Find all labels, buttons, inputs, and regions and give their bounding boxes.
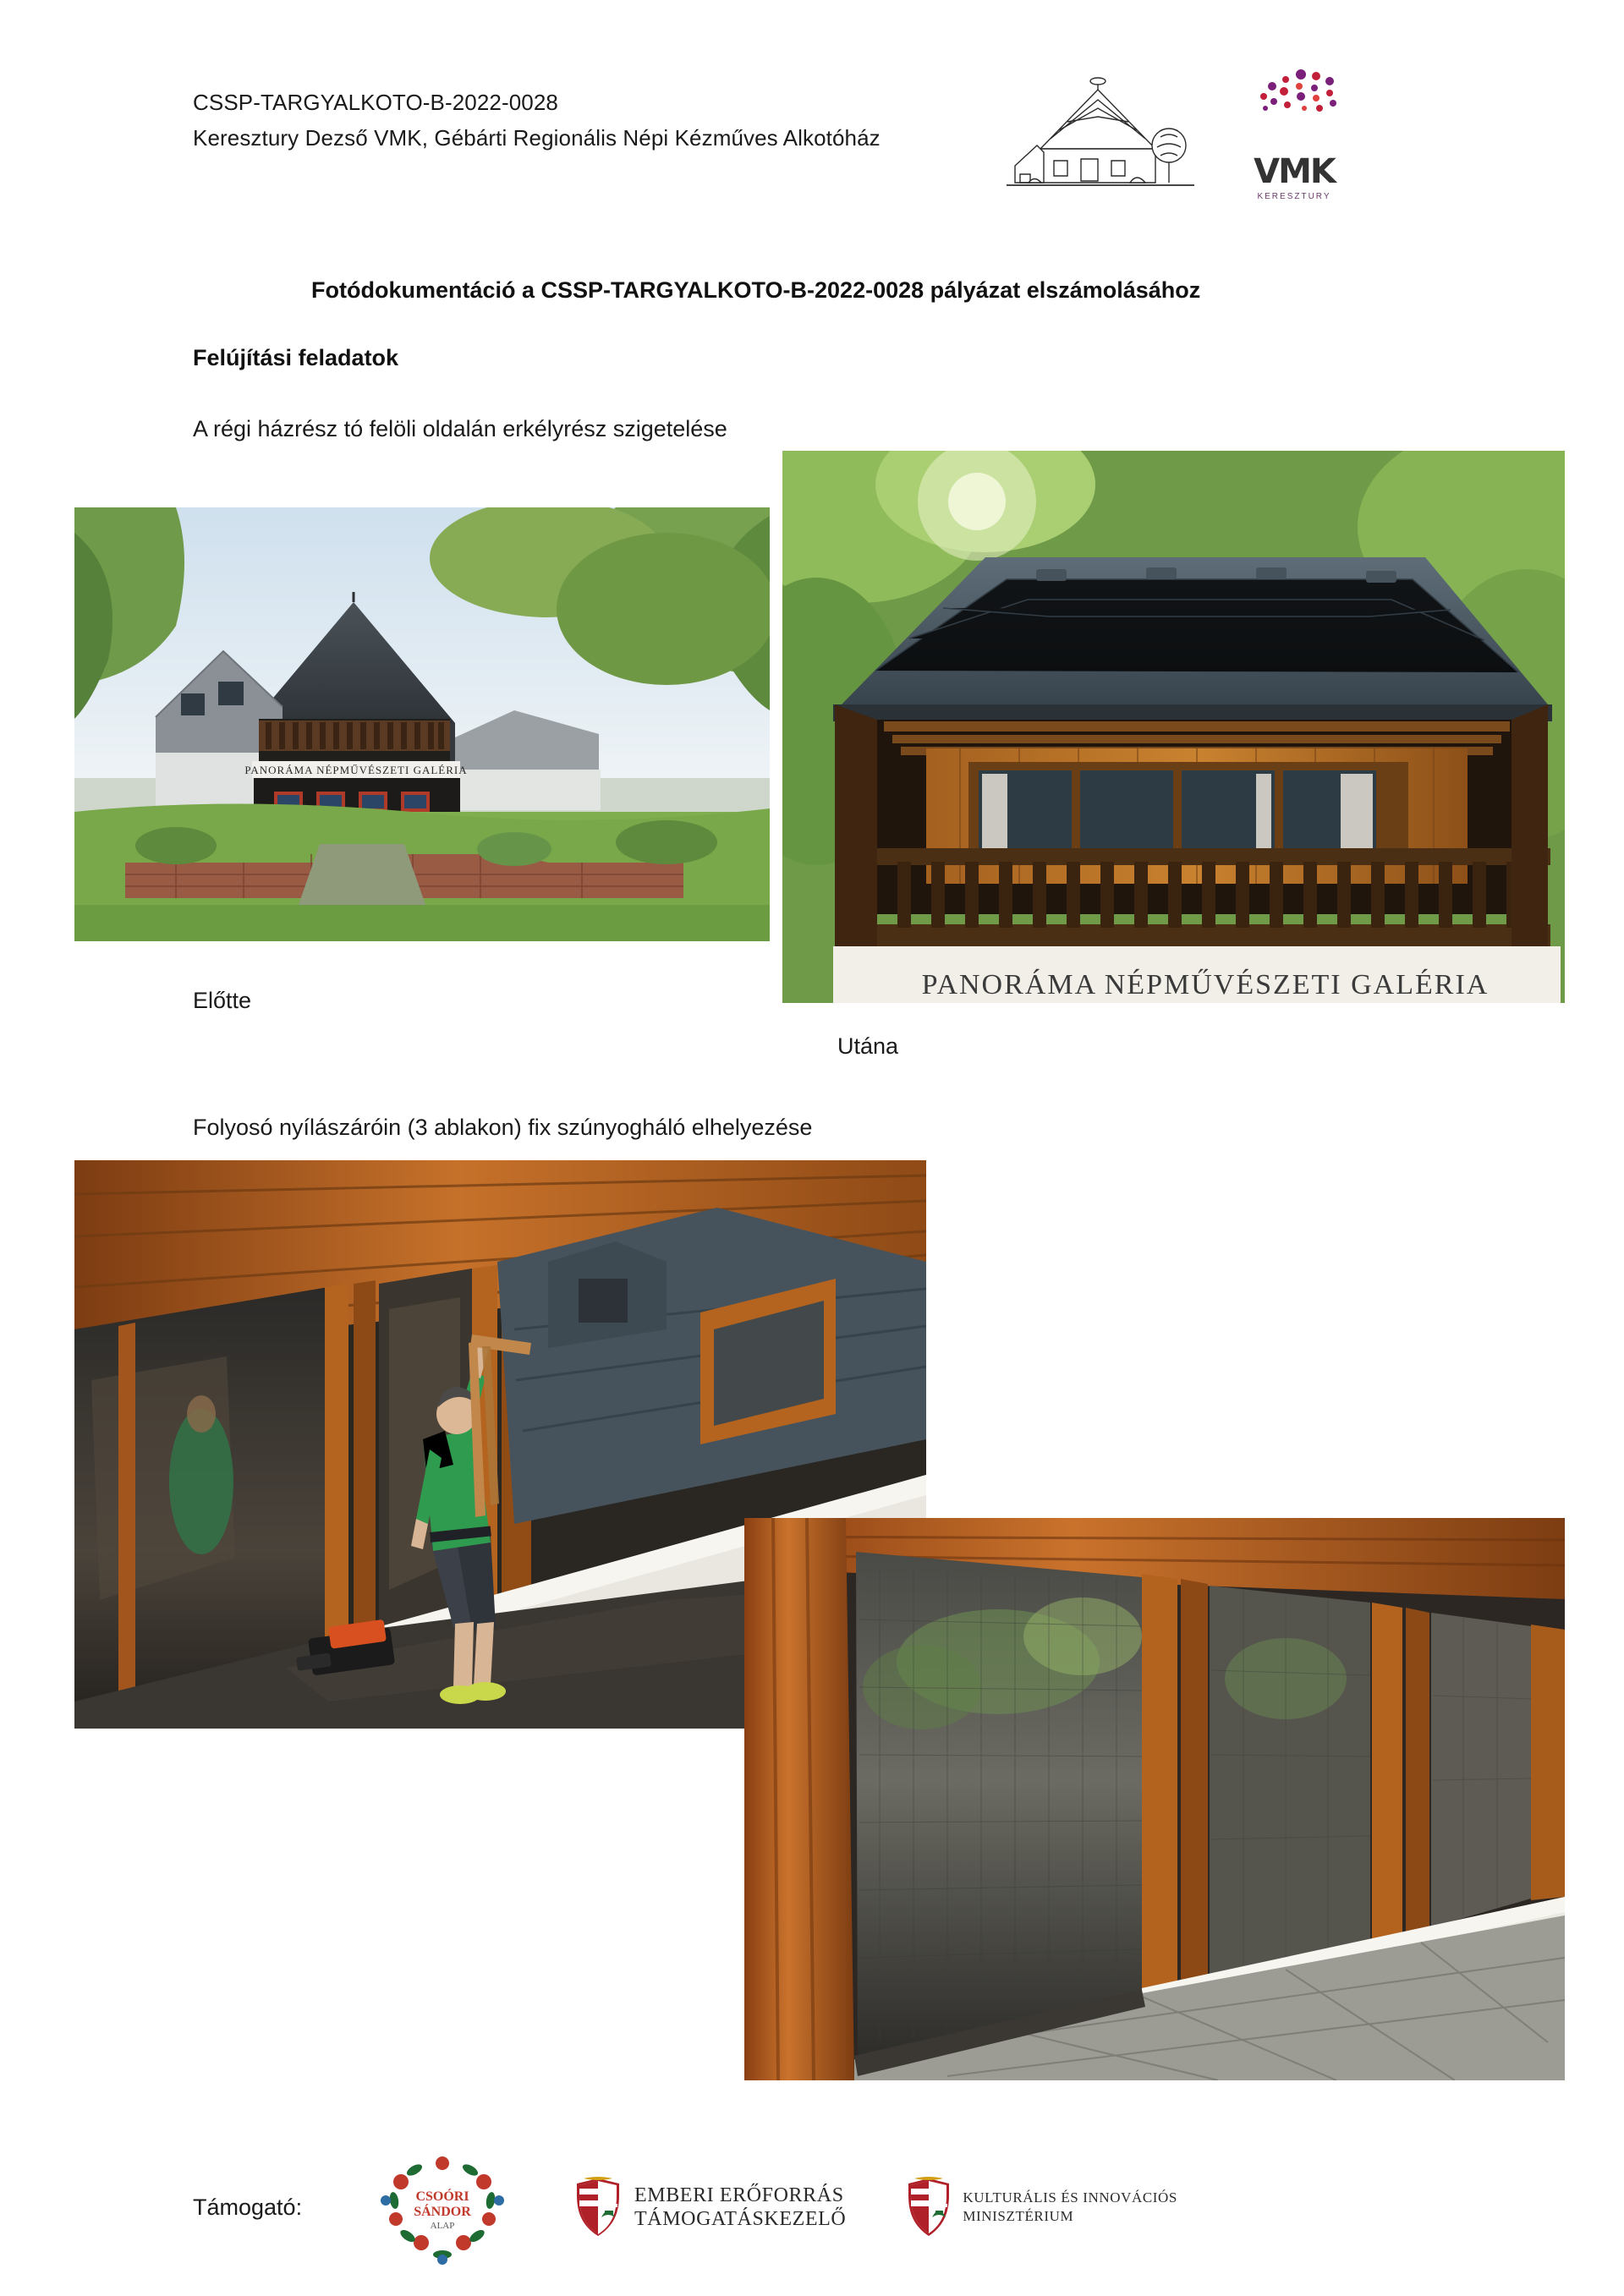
task-2-text: Folyosó nyílászáróin (3 ablakon) fix szúnyogháló elhelyezése — [193, 1115, 813, 1140]
footer-logo-list — [370, 2148, 1177, 2266]
photo-building-exterior-before — [74, 507, 770, 941]
house-sketch-icon — [1003, 68, 1198, 195]
page-title: Fotódokumentáció a CSSP-TARGYALKOTO-B-2022-0028 pályázat elszámolásához — [311, 277, 1201, 303]
footer-supporters — [193, 2148, 1177, 2266]
vmk-sublabel: KERESZTURY — [1257, 192, 1331, 201]
header-logos — [1003, 68, 1353, 203]
section-title: Felújítási feladatok — [193, 345, 399, 370]
document-header — [193, 85, 1445, 203]
hungary-coat-of-arms-icon-2 — [905, 2177, 952, 2238]
kim-text — [963, 2189, 1177, 2226]
task-1-text: A régi házrész tó felöli oldalán erkélyrész szigetelése — [193, 416, 727, 441]
csoori-line1: CSOÓRI — [415, 2189, 469, 2204]
footer-label: Támogató: — [193, 2194, 303, 2220]
emet-line1: EMBERI ERŐFORRÁS — [634, 2184, 844, 2206]
kim-line1: KULTURÁLIS ÉS INNOVÁCIÓS — [963, 2189, 1177, 2206]
caption-after: Utána — [837, 1033, 899, 1059]
csoori-line3: ALAP — [430, 2221, 455, 2231]
header-titles — [193, 85, 881, 156]
csoori-sandor-alap-logo — [370, 2148, 514, 2266]
photo-balcony-after — [782, 451, 1565, 1003]
emberi-eroforras-tamogataskezelo-logo — [573, 2177, 846, 2238]
vmk-letters: VMK — [1254, 152, 1335, 191]
svg-text:PANORÁMA NÉPMŰVÉSZETI GALÉRIA: PANORÁMA NÉPMŰVÉSZETI GALÉRIA — [244, 764, 468, 776]
emet-text — [634, 2184, 846, 2231]
photo-corridor-windows-finished — [744, 1518, 1565, 2080]
caption-before: Előtte — [193, 988, 252, 1013]
vmk-dots-icon — [1235, 68, 1353, 149]
emet-line2: TÁMOGATÁSKEZELŐ — [634, 2208, 847, 2230]
svg-text:PANORÁMA NÉPMŰVÉSZETI GALÉRIA: PANORÁMA NÉPMŰVÉSZETI GALÉRIA — [921, 969, 1490, 1000]
csoori-line2: SÁNDOR — [414, 2205, 471, 2219]
kim-line2: MINISZTÉRIUM — [963, 2208, 1074, 2224]
vmk-logo — [1235, 68, 1353, 203]
institution-name: Keresztury Dezső VMK, Gébárti Regionális Népi Kézműves Alkotóház — [193, 125, 881, 151]
project-code: CSSP-TARGYALKOTO-B-2022-0028 — [193, 90, 558, 115]
kulturalis-es-innovacios-miniszterium-logo — [905, 2177, 1177, 2238]
hungary-coat-of-arms-icon — [573, 2177, 623, 2238]
